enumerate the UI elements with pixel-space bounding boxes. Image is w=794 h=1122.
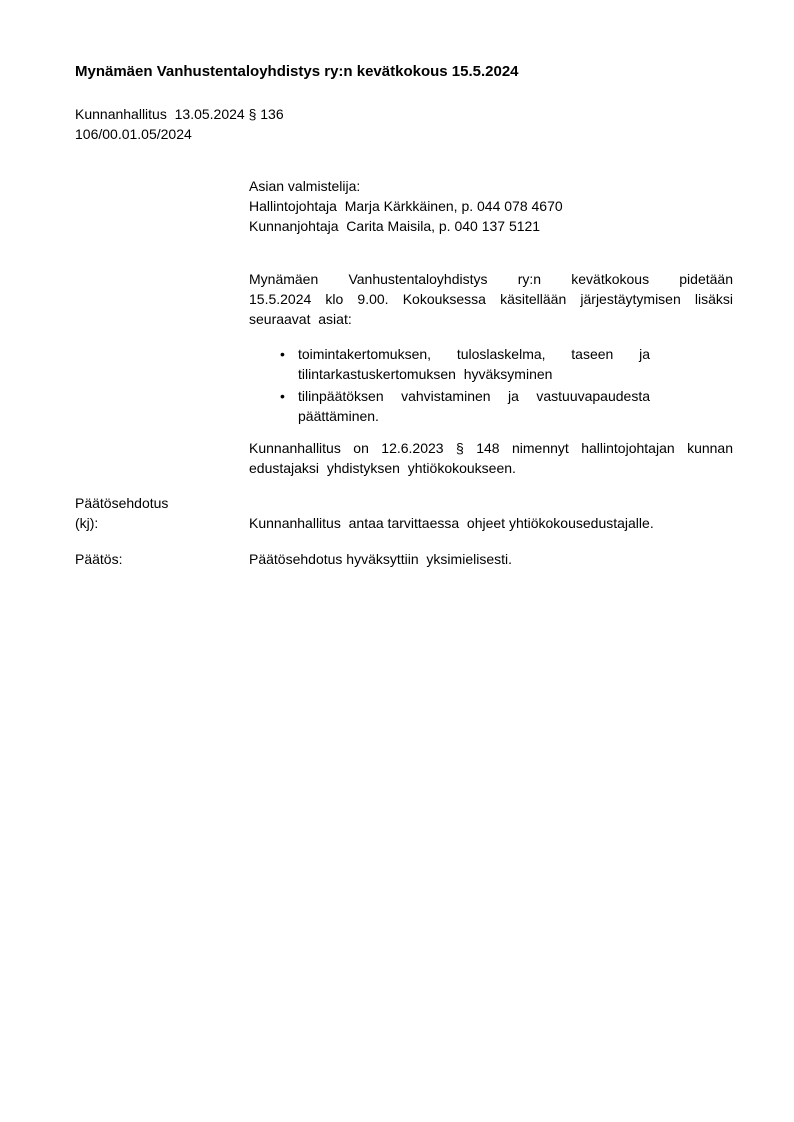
bullet-line: toimintakertomuksen, tuloslaskelma, taseen ja	[298, 346, 650, 362]
note-line: edustajaksi yhdistyksen yhtiökokoukseen.	[249, 460, 516, 476]
bullet-line: päättäminen.	[298, 408, 379, 424]
decision-proposal-label-line-1: Päätösehdotus	[75, 495, 169, 511]
intro-paragraph	[249, 269, 733, 329]
case-number: 106/00.01.05/2024	[75, 126, 192, 142]
decision-label: Päätös:	[75, 551, 123, 567]
preparer-line-1: Hallintojohtaja Marja Kärkkäinen, p. 044 078 4670	[249, 198, 563, 214]
intro-line: 15.5.2024 klo 9.00. Kokouksessa käsitellään järjestäytymisen lisäksi	[249, 291, 733, 307]
bullet-marker: •	[280, 346, 285, 362]
bullet-marker: •	[280, 388, 285, 404]
document-title: Mynämäen Vanhustentaloyhdistys ry:n kevätkokous 15.5.2024	[75, 63, 519, 80]
preparer-heading: Asian valmistelija:	[249, 178, 361, 194]
intro-line: seuraavat asiat:	[249, 311, 352, 327]
preparer-block	[249, 176, 563, 236]
bullet-list	[280, 344, 652, 428]
note-paragraph	[249, 438, 733, 478]
committee-block	[75, 104, 284, 144]
bullet-text	[298, 386, 650, 426]
preparer-line-2: Kunnanjohtaja Carita Maisila, p. 040 137 5121	[249, 218, 541, 234]
intro-line: Mynämäen Vanhustentaloyhdistys ry:n kevätkokous pidetään	[249, 271, 733, 287]
note-line: Kunnanhallitus on 12.6.2023 § 148 nimennyt hallintojohtajan kunnan	[249, 440, 733, 456]
bullet-line: tilintarkastuskertomuksen hyväksyminen	[298, 366, 553, 382]
bullet-item	[280, 386, 652, 426]
bullet-line: tilinpäätöksen vahvistaminen ja vastuuvapaudesta	[298, 388, 650, 404]
decision-proposal-label-line-2: (kj):	[75, 515, 99, 531]
bullet-item	[280, 344, 652, 384]
decision-text: Päätösehdotus hyväksyttiin yksimielisesti.	[249, 551, 512, 567]
bullet-text	[298, 344, 650, 384]
decision-proposal-label	[75, 493, 168, 533]
committee-line: Kunnanhallitus 13.05.2024 § 136	[75, 106, 284, 122]
decision-proposal-text: Kunnanhallitus antaa tarvittaessa ohjeet yhtiökokousedustajalle.	[249, 515, 654, 531]
